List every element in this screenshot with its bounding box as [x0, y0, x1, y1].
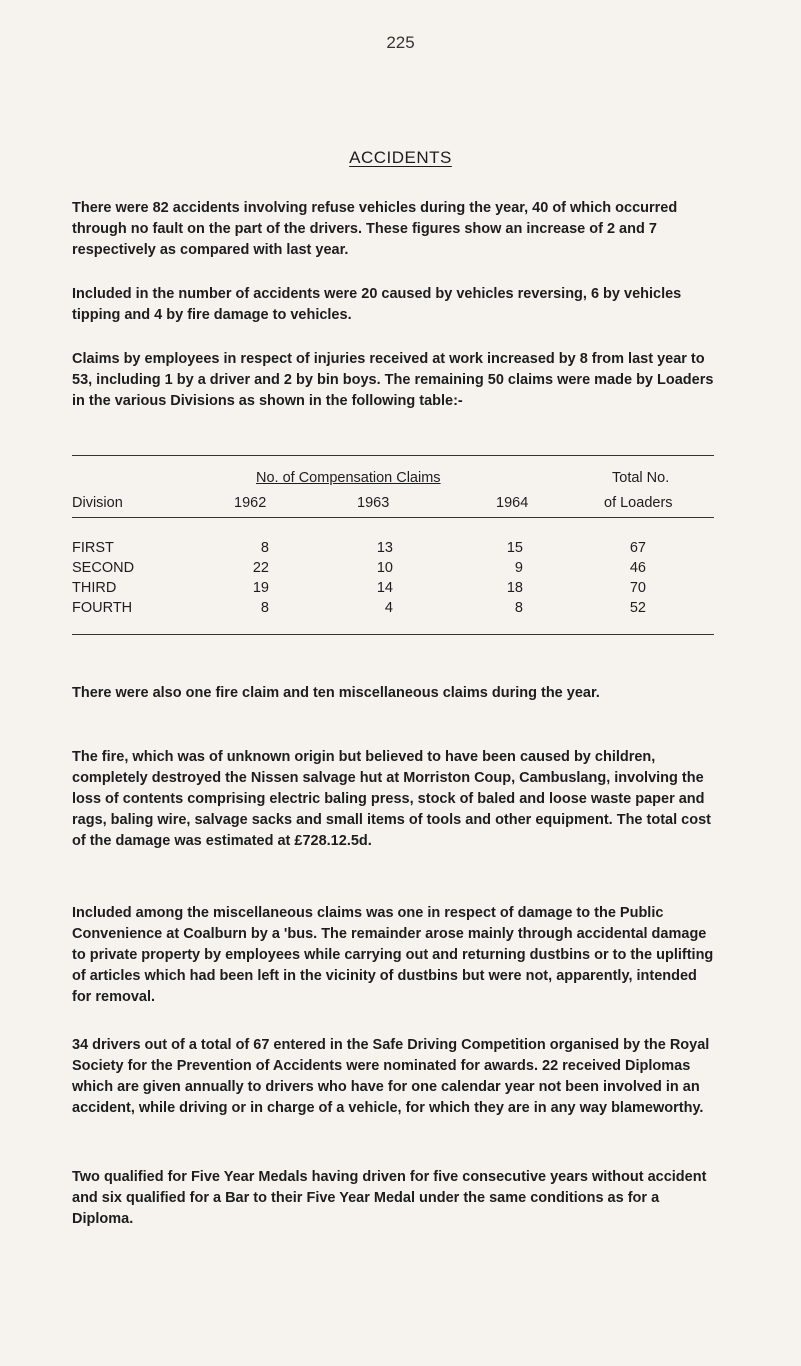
cell-1964: 15 [506, 540, 523, 556]
cell-1963: 10 [376, 560, 393, 576]
cell-division: THIRD [72, 580, 117, 596]
paragraph-accidents-summary: There were 82 accidents involving refuse vehicles during the year, 40 of which occurred through no fault on the part of the drivers. These figures show an increase of 2 and 7 respectively as compared with last year. [72, 200, 678, 258]
table-header [72, 456, 714, 540]
table-row [72, 580, 714, 600]
header-of-loaders: of Loaders [604, 495, 673, 511]
claims-table [72, 455, 714, 635]
page-number: 225 [386, 33, 415, 52]
cell-division: FOURTH [72, 600, 133, 616]
cell-division: FIRST [72, 540, 114, 556]
table-header-rule [72, 517, 714, 518]
table-row [72, 560, 714, 580]
cell-1964: 9 [514, 560, 523, 576]
cell-1963: 4 [384, 600, 393, 616]
header-year-1964: 1964 [496, 495, 529, 511]
cell-1963: 14 [376, 580, 393, 596]
cell-1962: 19 [252, 580, 269, 596]
cell-loaders: 70 [629, 580, 646, 596]
cell-loaders: 52 [629, 600, 646, 616]
header-total-no: Total No. [612, 470, 670, 486]
paragraph-accident-causes: Included in the number of accidents were 20 caused by vehicles reversing, 6 by vehicles tipping and 4 by fire damage to vehicles. [72, 286, 682, 323]
paragraph-safe-driving: 34 drivers out of a total of 67 entered in the Safe Driving Competition organised by the Royal Society for the Prevention of Accidents were nominated for awards. 22 received Diplomas which are given annually to drivers who have for one calendar year not been involved in an accident, while driving or in charge of a vehicle, for which they are in any way blameworthy. [72, 1037, 710, 1116]
header-division: Division [72, 495, 123, 511]
header-year-1962: 1962 [234, 495, 267, 511]
page-title [0, 148, 801, 168]
header-compensation-claims: No. of Compensation Claims [256, 470, 441, 486]
cell-1963: 13 [376, 540, 393, 556]
paragraph-misc-claims: Included among the miscellaneous claims was one in respect of damage to the Public Convenience at Coalburn by a 'bus. The remainder arose mainly through accidental damage to private property by employees while carrying out and returning dustbins or to the uplifting of articles which had been left in the vicinity of dustbins but were not, apparently, intended for removal. [72, 905, 714, 1005]
header-year-1963: 1963 [357, 495, 390, 511]
cell-loaders: 67 [629, 540, 646, 556]
cell-1962: 8 [260, 600, 269, 616]
table-row [72, 540, 714, 560]
table-bottom-rule [72, 634, 714, 635]
cell-1964: 18 [506, 580, 523, 596]
paragraph-fire-claim: The fire, which was of unknown origin but believed to have been caused by children, completely destroyed the Nissen salvage hut at Morriston Coup, Cambuslang, involving the loss of contents comprising electric baling press, stock of baled and loose waste paper and rags, baling wire, salvage sacks and small items of tools and other equipment. The total cost of the damage was estimated at £728.12.5d. [72, 749, 711, 849]
heading-text: ACCIDENTS [349, 148, 452, 167]
cell-1962: 8 [260, 540, 269, 556]
table-row [72, 600, 714, 620]
paragraph-employee-claims: Claims by employees in respect of injuries received at work increased by 8 from last year to 53, including 1 by a driver and 2 by bin boys. The remaining 50 claims were made by Loaders in the various Divisions as shown in the following table:- [72, 351, 714, 409]
cell-division: SECOND [72, 560, 135, 576]
paragraph-other-claims: There were also one fire claim and ten miscellaneous claims during the year. [72, 685, 600, 701]
paragraph-medals: Two qualified for Five Year Medals having driven for five consecutive years without accident and six qualified for a Bar to their Five Year Medal under the same conditions as for a Diploma. [72, 1169, 707, 1227]
cell-1962: 22 [252, 560, 269, 576]
cell-1964: 8 [514, 600, 523, 616]
cell-loaders: 46 [629, 560, 646, 576]
